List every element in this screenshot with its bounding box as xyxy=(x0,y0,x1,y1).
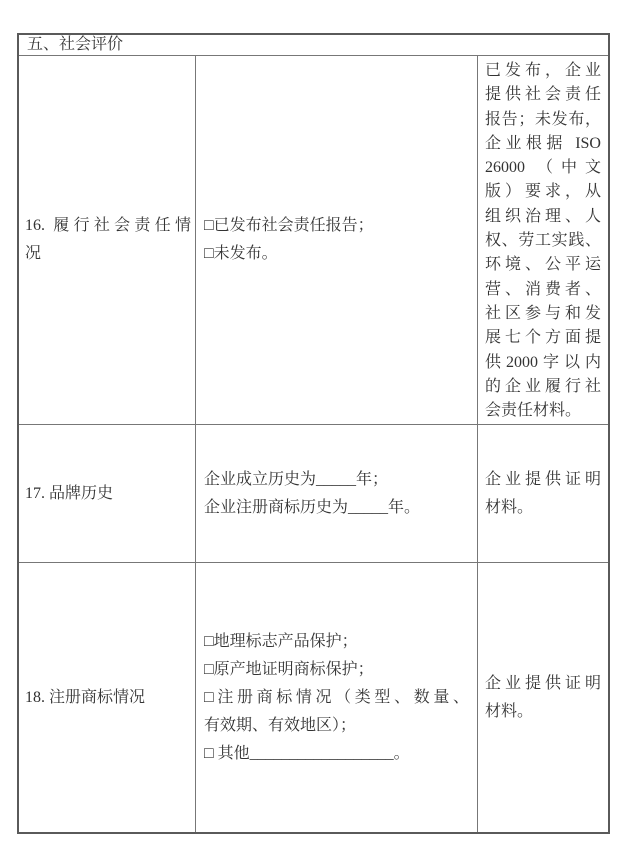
paragraph xyxy=(25,480,191,508)
text-line: 16. 履行社会责任情 xyxy=(25,217,191,234)
text-line: 企业提供证明 xyxy=(485,470,601,488)
text-line: 组织治理、人 xyxy=(485,207,601,225)
text-line: 企业注册商标历史为_____年。 xyxy=(204,498,421,516)
checkbox-icon: □ xyxy=(204,688,218,706)
text-line: □ 其他__________________。 xyxy=(204,744,410,762)
text-line: 权、劳工实践、 xyxy=(485,232,601,250)
text-line: 版）要求，从 xyxy=(485,183,601,201)
text-line: □已发布社会责任报告； xyxy=(204,217,374,234)
row16-item-cell xyxy=(19,56,196,425)
paragraph xyxy=(485,59,601,423)
paragraph xyxy=(204,628,469,656)
text-line: 材料。 xyxy=(485,702,534,720)
text-line: 营、消费者、 xyxy=(485,280,601,298)
paragraph xyxy=(204,212,469,240)
text-line: 已发布，企业 xyxy=(485,62,601,79)
section-title: 五、社会评价 xyxy=(27,36,124,53)
row16-options-cell xyxy=(196,56,478,425)
text-line: 材料。 xyxy=(485,498,534,516)
text-line: 企业提供证明 xyxy=(485,674,601,692)
text-line: □原产地证明商标保护； xyxy=(204,660,374,678)
row18-materials-cell xyxy=(478,563,608,832)
paragraph xyxy=(204,494,469,522)
text-line: 提供社会责任 xyxy=(485,86,601,104)
text-line: 18. 注册商标情况 xyxy=(25,688,146,706)
text-line: 供2000字以内 xyxy=(485,353,601,371)
checkbox-icon: □ xyxy=(204,217,214,234)
checkbox-icon: □ xyxy=(204,660,214,678)
paragraph xyxy=(204,740,469,768)
social-evaluation-table xyxy=(17,33,610,834)
paragraph xyxy=(204,240,469,268)
checkbox-icon: □ xyxy=(204,245,214,262)
row16-materials-cell xyxy=(478,56,608,425)
paragraph xyxy=(204,466,469,494)
text-line: 会责任材料。 xyxy=(485,402,582,420)
row18-options-cell xyxy=(196,563,478,832)
text-line: 展七个方面提 xyxy=(485,329,601,347)
paragraph xyxy=(204,656,469,684)
paragraph xyxy=(485,466,601,522)
text-line: 企业根据 ISO xyxy=(485,134,601,152)
text-line: 环境、公平运 xyxy=(485,256,601,274)
row17-item-cell xyxy=(19,425,196,563)
text-line: 报告；未发布， xyxy=(485,110,601,128)
text-line: 的企业履行社 xyxy=(485,377,601,395)
paragraph xyxy=(25,684,191,712)
text-line: 有效期、有效地区）； xyxy=(204,716,357,734)
row18-item-cell xyxy=(19,563,196,832)
paragraph xyxy=(204,684,469,740)
row17-materials-cell xyxy=(478,425,608,563)
section-header-cell xyxy=(19,35,608,56)
text-line: 26000 （中文 xyxy=(485,159,601,177)
paragraph xyxy=(485,670,601,726)
text-line: 17. 品牌历史 xyxy=(25,484,114,502)
text-line: □未发布。 xyxy=(204,245,278,262)
text-line: 况 xyxy=(25,245,42,262)
checkbox-icon: □ xyxy=(204,632,214,650)
text-line: 社区参与和发 xyxy=(485,304,601,322)
text-line: 企业成立历史为_____年； xyxy=(204,470,389,488)
row17-options-cell xyxy=(196,425,478,563)
paragraph xyxy=(25,212,191,268)
text-line: □地理标志产品保护； xyxy=(204,632,358,650)
text-line: □注册商标情况（类型、数量、 xyxy=(204,688,469,706)
checkbox-icon: □ xyxy=(204,744,214,762)
